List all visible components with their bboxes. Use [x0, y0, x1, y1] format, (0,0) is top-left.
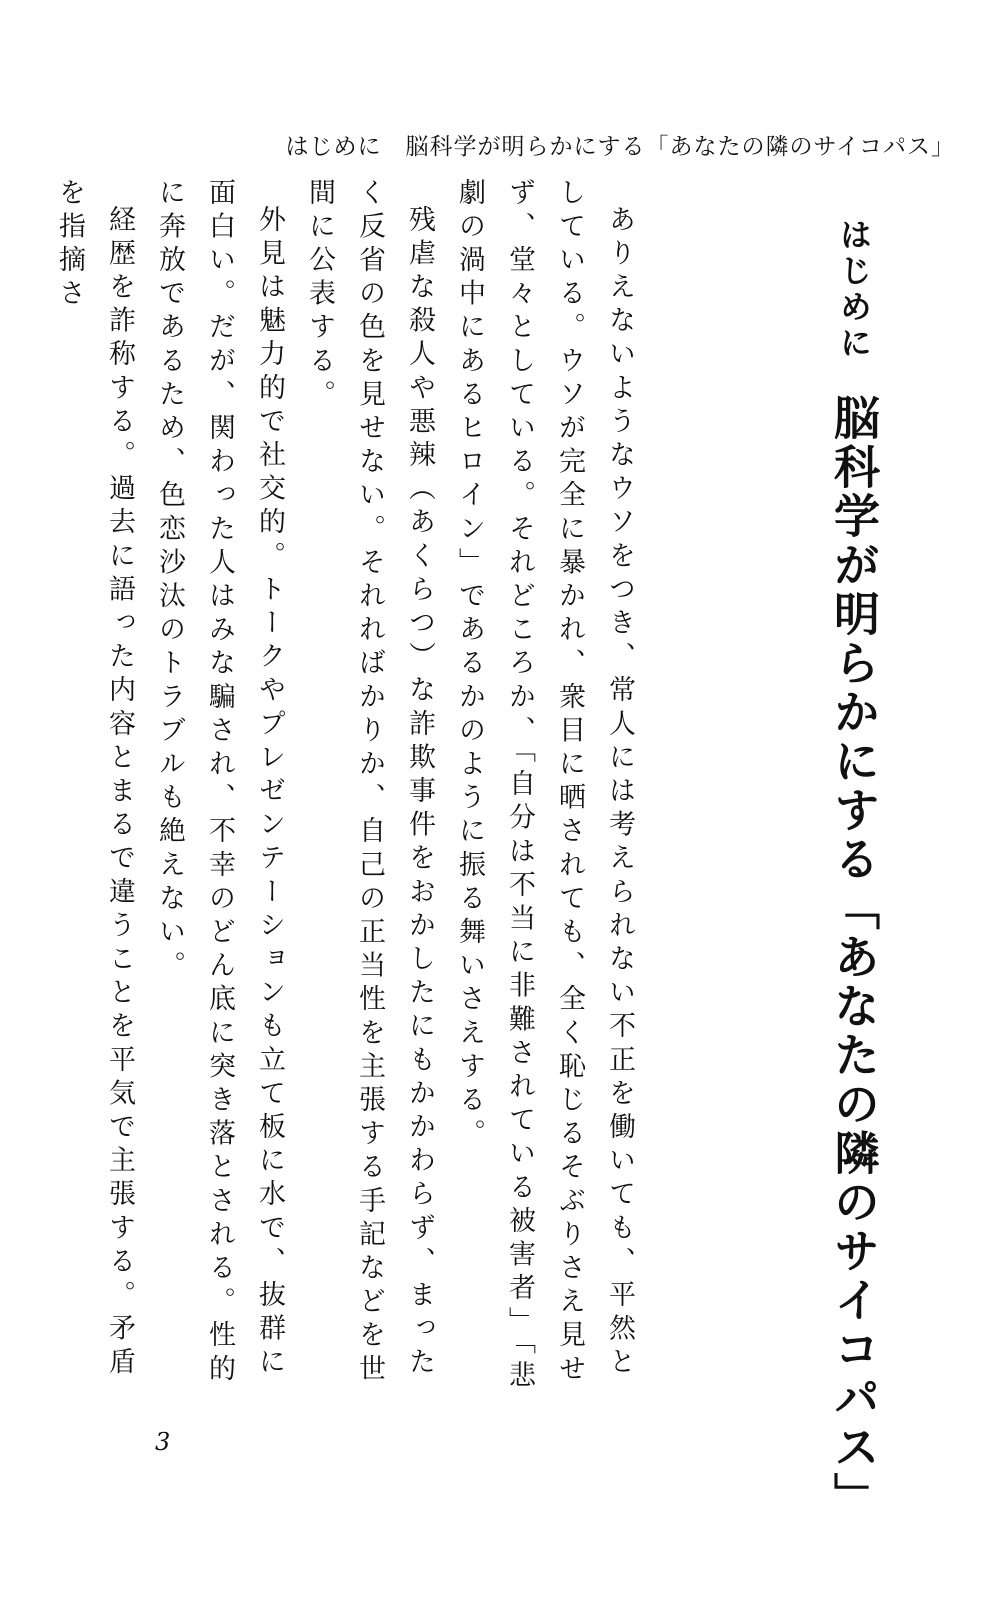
paragraph: ありえないようなウソをつき、常人には考えられない不正を働いても、平然としている。ウソが完全に暴かれ、衆目に晒されても、全く恥じるそぶりさえ見せず、堂々としている。それどころか、「自分は不当に非難されている被害者」「悲劇の渦中にあるヒロイン」であるかのように振る舞いさえする。	[454, 178, 635, 1395]
paragraph: 経歴を詐称する。過去に語った内容とまるで違うことを平気で主張する。矛盾を指摘さ	[54, 178, 135, 1381]
chapter-label: はじめに	[835, 218, 873, 362]
paragraph: 残虐な殺人や悪辣（あくらつ）な詐欺事件をおかしたにもかかわらず、まったく反省の色を見せない。それればかりか、自己の正当性を主張する手記などを世間に公表する。	[304, 178, 435, 1388]
chapter-heading: 脳科学が明らかにする「あなたの隣のサイコパス」	[827, 394, 881, 1521]
body-text	[44, 178, 644, 1408]
chapter-title	[827, 218, 881, 1521]
paragraph: 外見は魅力的で社交的。トークやプレゼンテーションも立て板に水で、抜群に面白い。だが、関わった人はみな騙され、不幸のどん底に突き落とされる。性的に奔放であるため、色恋沙汰のトラブルも絶えない。	[154, 178, 285, 1388]
running-header: はじめに 脳科学が明らかにする「あなたの隣のサイコパス」	[285, 134, 955, 160]
page-number: 3	[155, 1428, 171, 1456]
